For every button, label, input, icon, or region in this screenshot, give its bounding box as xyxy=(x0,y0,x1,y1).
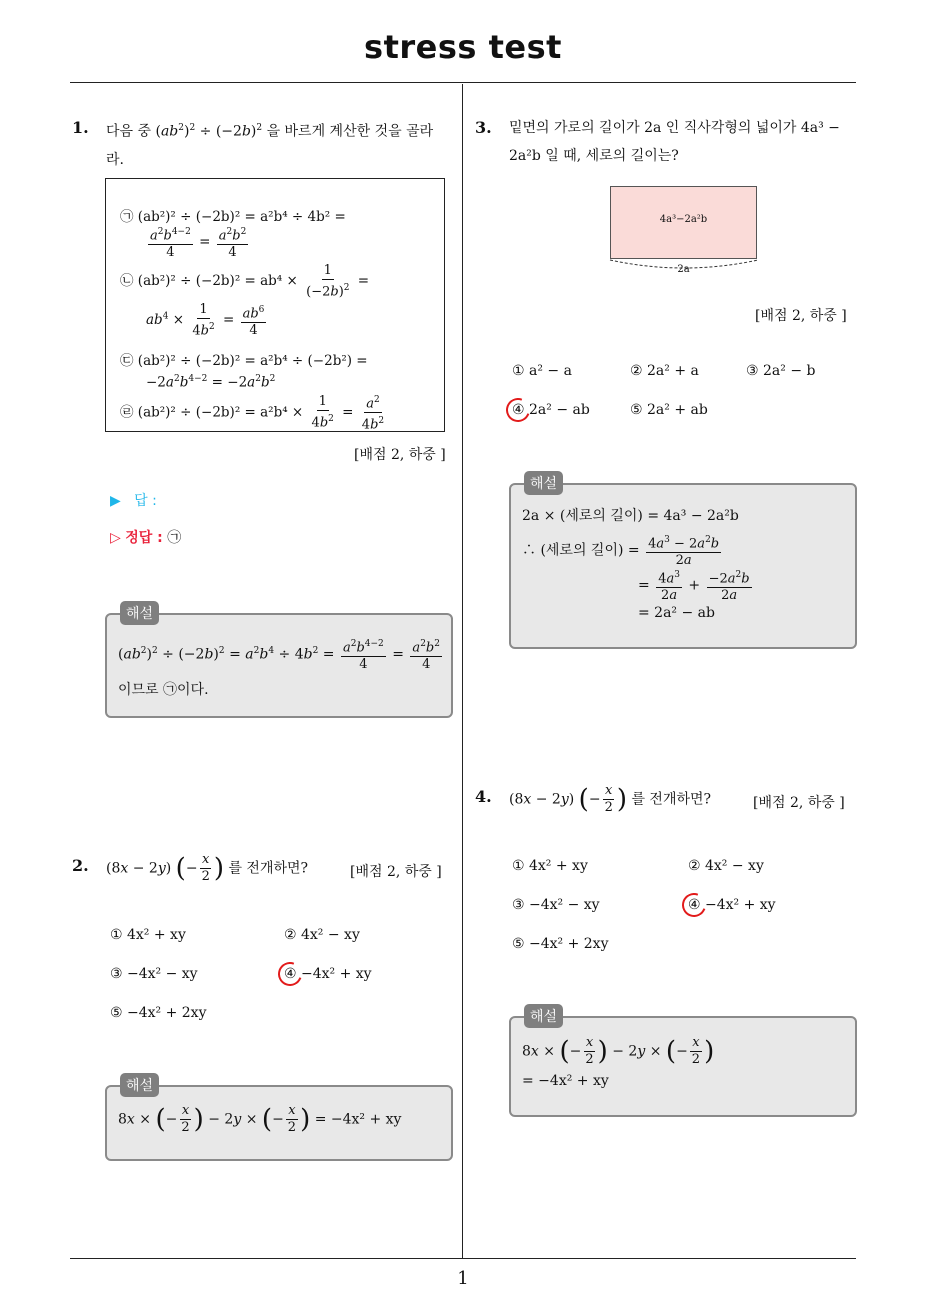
q1-option-3[interactable]: ㉢ (ab²)² ÷ (−2b)² = a²b⁴ ÷ (−2b²) = xyxy=(120,353,368,369)
page-number: 1 xyxy=(457,1268,469,1289)
q4-choice-2[interactable]: ② 4x² − xy xyxy=(688,858,764,874)
q3-width-label: 2a xyxy=(677,264,690,275)
q4-number: 4. xyxy=(475,787,492,806)
q4-answer-mark-icon xyxy=(678,889,710,921)
q1-solution-tag: 해설 xyxy=(120,601,159,625)
q1-answer-line: ▶ 답 : xyxy=(110,493,157,509)
q2-solution-tag: 해설 xyxy=(120,1073,159,1097)
q3-solution-line4: = 2a² − ab xyxy=(638,605,715,621)
q4-solution-tag: 해설 xyxy=(524,1004,563,1028)
page-title: stress test xyxy=(364,28,562,66)
q3-solution-tag: 해설 xyxy=(524,471,563,495)
q2-prompt: (8x − 2y) (− $\frac{x}{2}$ ) 를 전개하면? xyxy=(106,852,309,884)
q3-solution-line3: = $\frac{4a^3}{2a}$ + $\frac{-2a^2b}{2a}$ xyxy=(638,567,754,604)
q2-choice-3[interactable]: ③ −4x² − xy xyxy=(110,966,198,982)
q1-number: 1. xyxy=(72,118,89,137)
q3-choice-1[interactable]: ① a² − a xyxy=(512,363,572,379)
q3-prompt: 밑면의 가로의 길이가 2a 인 직사각형의 넓이가 4a³ − 2a²b 일 때, 세로의 길이는? xyxy=(509,120,840,164)
q2-solution-line: 8x × (− $\frac{x}{2}$ ) − 2y × (− $\frac{x}{2}$ ) = −4x² + xy xyxy=(118,1103,402,1135)
q2-number: 2. xyxy=(72,856,89,875)
q2-choice-1[interactable]: ① 4x² + xy xyxy=(110,927,186,943)
q1-score: [배점 2, 하중 ] xyxy=(354,447,446,463)
q1-option-2[interactable]: ㉡ (ab²)² ÷ (−2b)² = ab⁴ × $\frac{1}{(-2b)^2}$ = xyxy=(120,263,370,300)
q3-solution-line2: ∴ (세로의 길이) = $\frac{4a^3 - 2a^2b}{2a}$ xyxy=(522,532,723,569)
q4-score: [배점 2, 하중 ] xyxy=(753,795,845,811)
q2-answer-mark-icon xyxy=(274,958,306,990)
q1-solution-line1: $(ab^2)^2 \div (-2b)^2 = a^2b^4 \div 4b^2$ = $\frac{a^2b^{4-2}}{4}$ = $\frac{a^2b^2}{4}$ xyxy=(118,636,444,673)
q3-choice-5[interactable]: ⑤ 2a² + ab xyxy=(630,402,708,418)
q2-score: [배점 2, 하중 ] xyxy=(350,864,442,880)
q1-option-2-cont: $ab^4$ × $\frac{1}{4b^2}$ = $\frac{ab^6}{4}$ xyxy=(146,302,265,339)
q2-choice-4[interactable]: ④ −4x² + xy xyxy=(284,966,372,982)
q3-score: [배점 2, 하중 ] xyxy=(755,308,847,324)
q1-option-1-cont: $\frac{a^2b^{4-2}}{4}$ = $\frac{a^2b^2}{4}$ xyxy=(146,224,250,261)
q4-choice-3[interactable]: ③ −4x² − xy xyxy=(512,897,600,913)
play-outline-icon: ▷ xyxy=(110,530,121,546)
q4-prompt: (8x − 2y) (− $\frac{x}{2}$ ) 를 전개하면? xyxy=(509,783,712,815)
q1-option-1[interactable]: ㉠ (ab²)² ÷ (−2b)² = a²b⁴ ÷ 4b² = xyxy=(120,209,346,225)
bottom-rule xyxy=(70,1258,856,1259)
q1-option-3-cont: $-2a^2b^{4-2} = -2a^2b^2$ xyxy=(146,374,276,391)
q3-answer-mark-icon xyxy=(502,394,534,426)
q2-choice-5[interactable]: ⑤ −4x² + 2xy xyxy=(110,1005,207,1021)
q1-prompt: 다음 중 $(ab^2)^2 \div (-2b)^2$ 을 바르게 계산한 것을 골라 라. xyxy=(106,123,434,168)
q1-solution-line2: 이므로 ㉠이다. xyxy=(118,682,209,698)
q1-option-4[interactable]: ㉣ (ab²)² ÷ (−2b)² = a²b⁴ × $\frac{1}{4b^2}$ = $\frac{a^2}{4b^2}$ xyxy=(120,392,388,434)
q3-number: 3. xyxy=(475,118,492,137)
q4-choice-1[interactable]: ① 4x² + xy xyxy=(512,858,588,874)
q4-solution-line1: 8x × (− $\frac{x}{2}$ ) − 2y × (− $\frac{x}{2}$ ) xyxy=(522,1035,715,1067)
q3-rectangle-area-label: 4a³−2a²b xyxy=(659,214,708,225)
q3-choice-3[interactable]: ③ 2a² − b xyxy=(746,363,816,379)
play-icon: ▶ xyxy=(110,493,121,509)
q4-solution-line2: = −4x² + xy xyxy=(522,1073,609,1089)
q4-choice-5[interactable]: ⑤ −4x² + 2xy xyxy=(512,936,609,952)
q1-correct-line: ▷ 정답 : ㉠ xyxy=(110,530,182,546)
q2-choice-2[interactable]: ② 4x² − xy xyxy=(284,927,360,943)
q3-solution-line1: 2a × (세로의 길이) = 4a³ − 2a²b xyxy=(522,508,739,524)
column-divider xyxy=(462,84,463,1259)
q3-choice-2[interactable]: ② 2a² + a xyxy=(630,363,699,379)
q4-choice-4[interactable]: ④ −4x² + xy xyxy=(688,897,776,913)
top-rule xyxy=(70,82,856,83)
q3-choice-4[interactable]: ④ 2a² − ab xyxy=(512,402,590,418)
